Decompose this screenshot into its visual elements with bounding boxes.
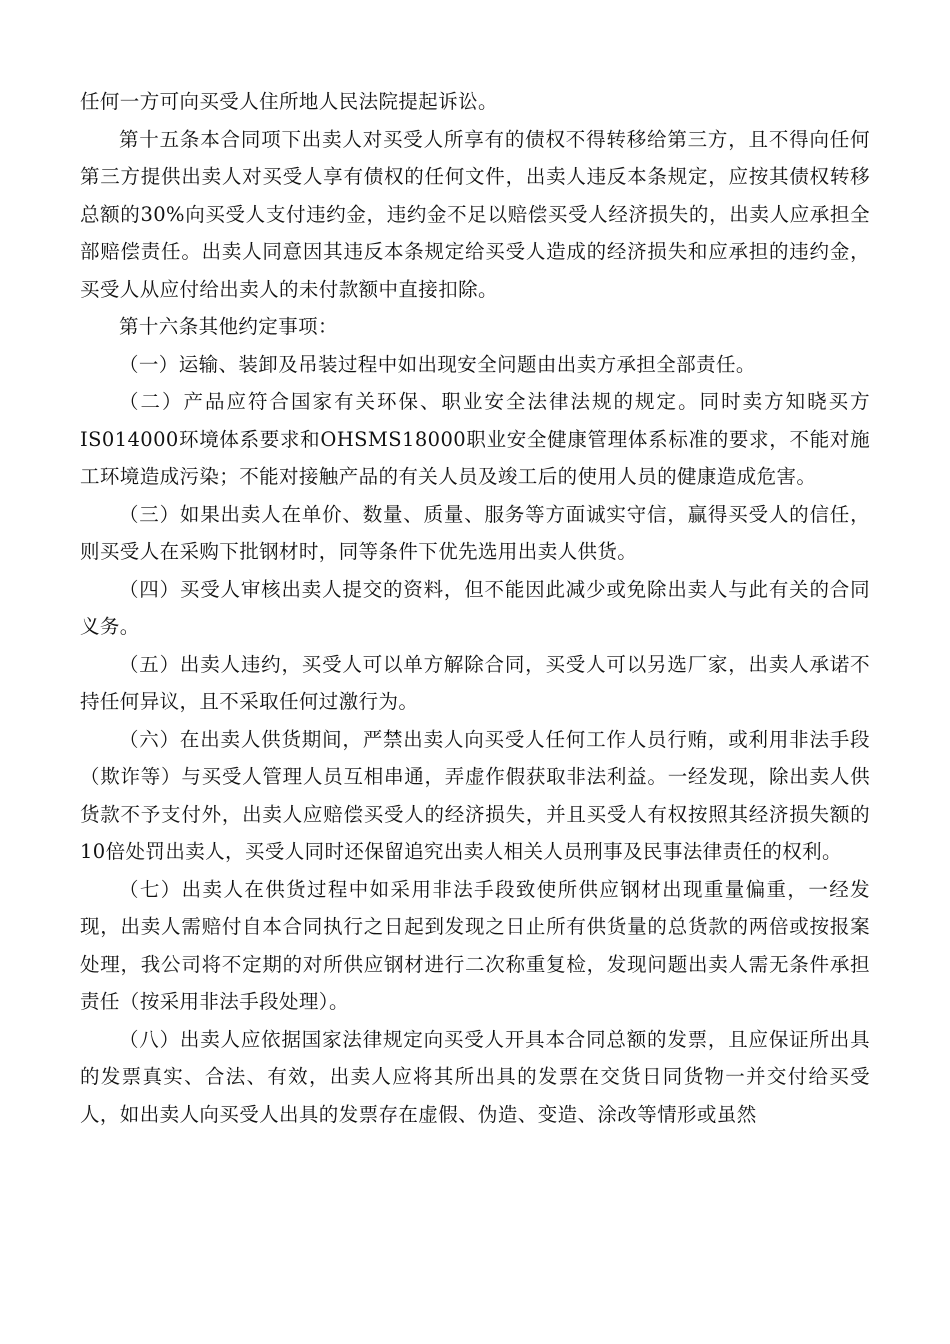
paragraph-item-4: （四）买受人审核出卖人提交的资料，但不能因此减少或免除出卖人与此有关的合同义务。 xyxy=(80,577,870,638)
paragraph-item-7: （七）出卖人在供货过程中如采用非法手段致使所供应钢材出现重量偏重，一经发现，出卖人需赔付自本合同执行之日起到发现之日止所有供货量的总货款的两倍或按报案处理，我公司将不定期的对所供应钢材进行二次称重复检，发现问题出卖人需无条件承担责任（按采用非法手段处理）。 xyxy=(80,877,870,1013)
paragraph-item-2: （二）产品应符合国家有关环保、职业安全法律法规的规定。同时卖方知晓买方IS014000环境体系要求和OHSMS18000职业安全健康管理体系标准的要求，不能对施工环境造成污染；不能对接触产品的有关人员及竣工后的使用人员的健康造成危害。 xyxy=(80,390,870,488)
paragraph-item-8: （八）出卖人应依据国家法律规定向买受人开具本合同总额的发票，且应保证所出具的发票真实、合法、有效，出卖人应将其所出具的发票在交货日同货物一并交付给买受人，如出卖人向买受人出具的发票存在虚假、伪造、变造、涂改等情形或虽然 xyxy=(80,1027,870,1126)
paragraph-article-15: 第十五条本合同项下出卖人对买受人所享有的债权不得转移给第三方，且不得向任何第三方提供出卖人对买受人享有债权的任何文件，出卖人违反本条规定，应按其债权转移总额的30%向买受人支付违约金，违约金不足以赔偿买受人经济损失的，出卖人应承担全部赔偿责任。出卖人同意因其违反本条规定给买受人造成的经济损失和应承担的违约金，买受人从应付给出卖人的未付款额中直接扣除。 xyxy=(80,127,870,301)
paragraph-item-1: （一）运输、装卸及吊装过程中如出现安全问题由出卖方承担全部责任。 xyxy=(119,352,756,376)
document-page xyxy=(80,83,870,1133)
paragraph-item-6: （六）在出卖人供货期间，严禁出卖人向买受人任何工作人员行贿，或利用非法手段（欺诈等）与买受人管理人员互相串通，弄虚作假获取非法利益。一经发现，除出卖人供货款不予支付外，出卖人应赔偿买受人的经济损失，并且买受人有权按照其经济损失额的10倍处罚出卖人，买受人同时还保留追究出卖人相关人员刑事及民事法律责任的权利。 xyxy=(80,727,870,863)
paragraph-item-5: （五）出卖人违约，买受人可以单方解除合同，买受人可以另选厂家，出卖人承诺不持任何异议，且不采取任何过激行为。 xyxy=(80,652,870,713)
paragraph-item-3: （三）如果出卖人在单价、数量、质量、服务等方面诚实守信，赢得买受人的信任，则买受人在采购下批钢材时，同等条件下优先选用出卖人供货。 xyxy=(80,502,870,563)
paragraph-article-16-heading: 第十六条其他约定事项： xyxy=(119,315,338,338)
paragraph-continuation: 任何一方可向买受人住所地人民法院提起诉讼。 xyxy=(80,90,498,113)
